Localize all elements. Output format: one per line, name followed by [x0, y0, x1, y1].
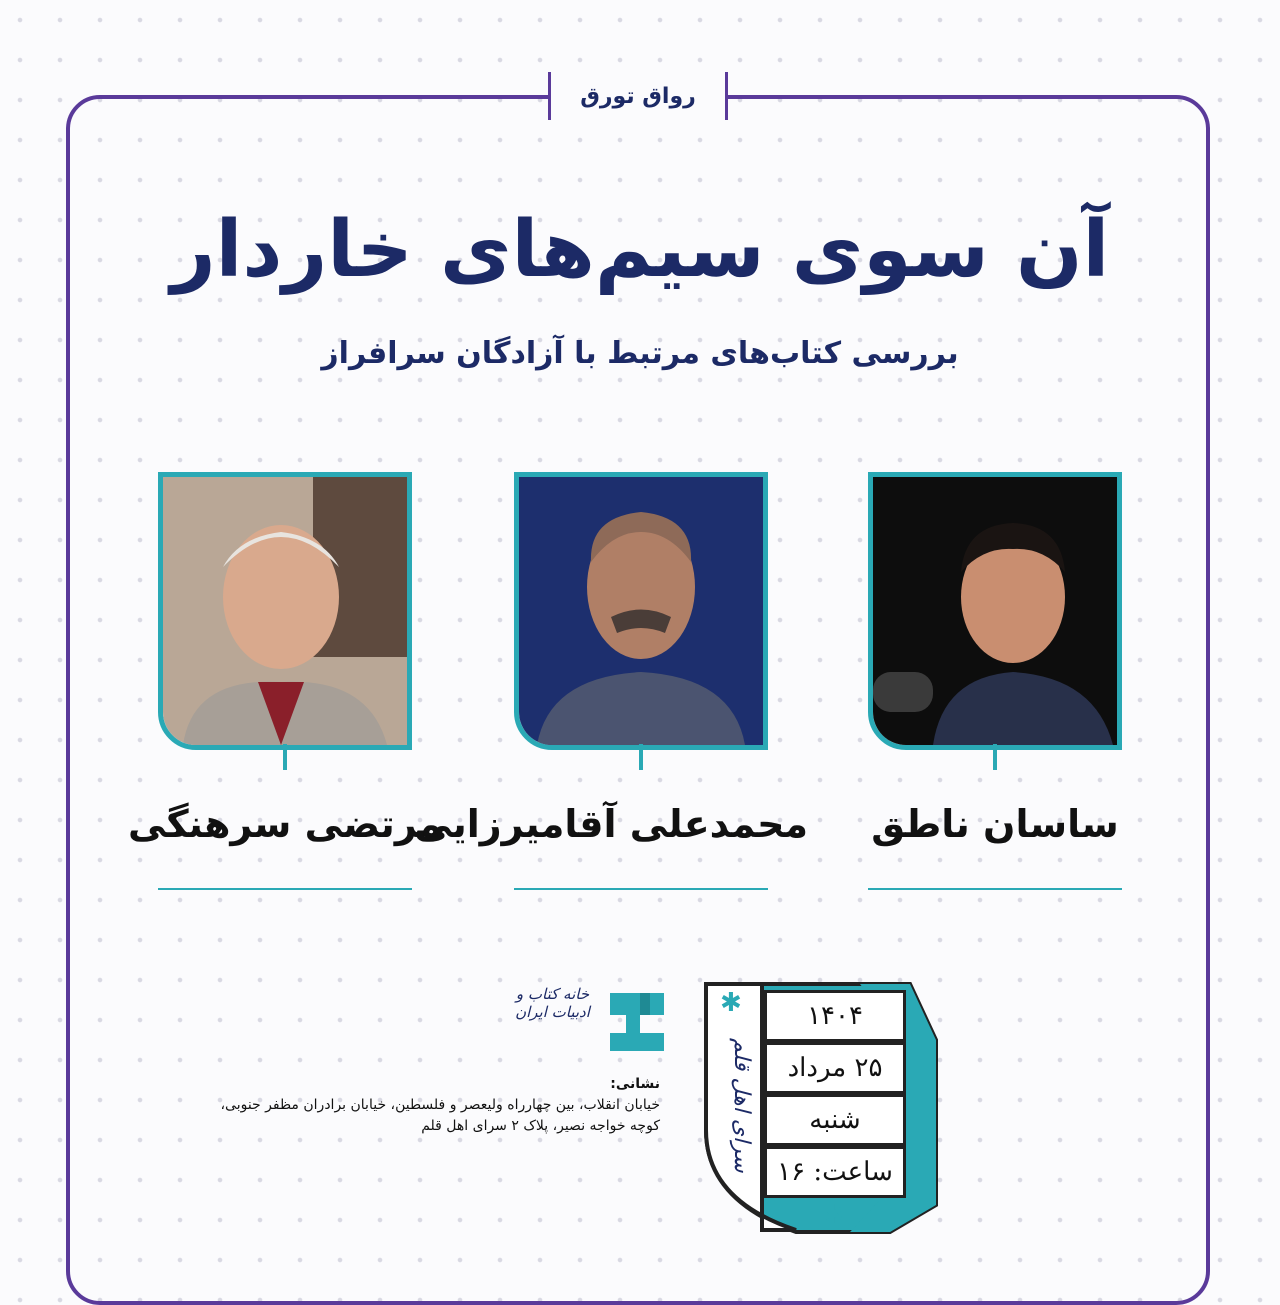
- speaker-photo: [868, 472, 1122, 750]
- day-box: شنبه: [764, 1094, 906, 1146]
- connector-line: [283, 744, 287, 770]
- speaker-photo: [514, 472, 768, 750]
- connector-line: [639, 744, 643, 770]
- event-title: آن سوی سیم‌های خاردار: [170, 205, 1110, 295]
- divider: [868, 888, 1122, 890]
- address-block: [190, 1074, 660, 1137]
- speaker-card: [868, 472, 1122, 846]
- year-box: ۱۴۰۴: [764, 990, 906, 1042]
- speaker-card: [128, 472, 442, 846]
- speaker-photo: [158, 472, 412, 750]
- time-box: ساعت: ۱۶: [764, 1146, 906, 1198]
- organizer-name: خانه کتاب و ادبیات ایران: [515, 985, 590, 1021]
- address-text: خیابان انقلاب، بین چهارراه ولیعصر و فلسطین، خیابان برادران مظفر جنوبی، کوچه خواجه نصیر، پلاک ۲ سرای اهل قلم: [220, 1097, 660, 1134]
- divider: [158, 888, 412, 890]
- venue-name: سرای اهل قلم: [729, 1037, 754, 1173]
- event-subtitle: بررسی کتاب‌های مرتبط با آزادگان سرافراز: [321, 336, 959, 371]
- schedule-panel: [700, 980, 940, 1240]
- address-label: نشانی:: [610, 1076, 660, 1092]
- speaker-name: مرتضی سرهنگی: [128, 802, 442, 846]
- star-icon: ✱: [822, 1200, 844, 1230]
- divider: [514, 888, 768, 890]
- star-icon: ✱: [720, 988, 742, 1018]
- section-tag: رواق تورق: [548, 72, 728, 120]
- connector-line: [993, 744, 997, 770]
- speaker-card: [414, 472, 808, 846]
- speaker-name: ساسان ناطق: [871, 802, 1119, 846]
- speaker-name: محمدعلی آقامیرزایی: [414, 802, 808, 846]
- organizer-logo-icon: [600, 985, 674, 1059]
- date-box: ۲۵ مرداد: [764, 1042, 906, 1094]
